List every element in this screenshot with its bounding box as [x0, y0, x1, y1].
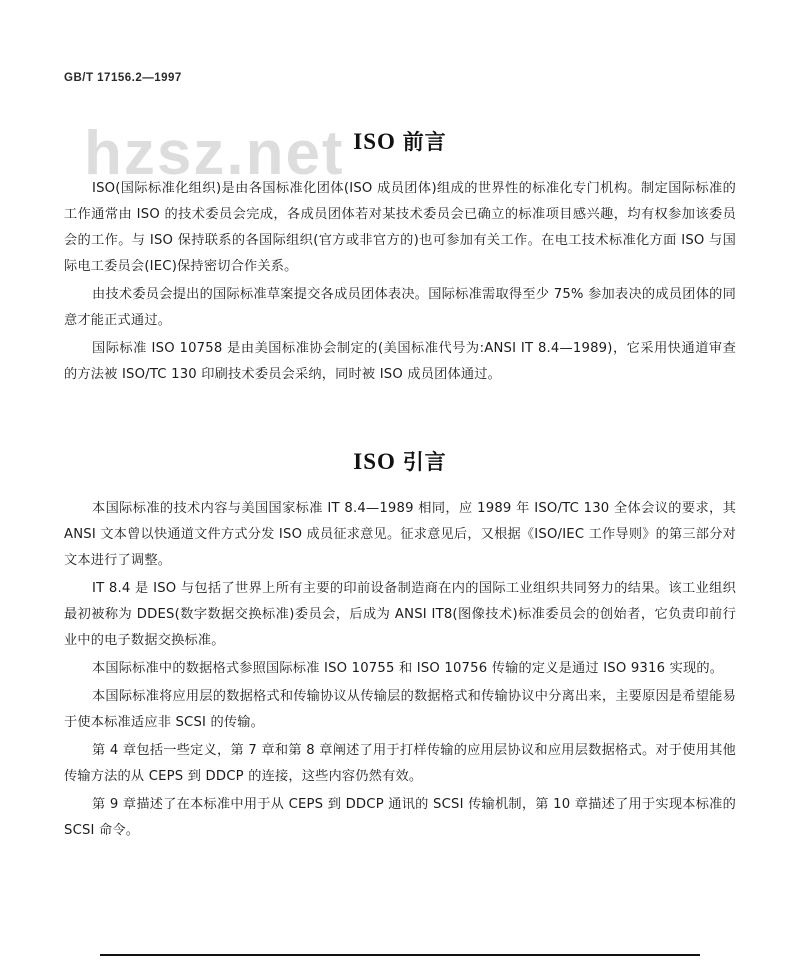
section-gap [64, 390, 736, 446]
paragraph: IT 8.4 是 ISO 与包括了世界上所有主要的印前设备制造商在内的国际工业组织共同努力的结果。该工业组织最初被称为 DDES(数字数据交换标准)委员会，后成为 ANSI IT8(图像技术)标准委员会的创始者，它负责印前行业中的电子数据交换标准。 [64, 581, 736, 648]
section-title-foreword-cjk: 前言 [402, 130, 447, 154]
bottom-divider [100, 954, 700, 956]
paragraph: 本国际标准将应用层的数据格式和传输协议从传输层的数据格式和传输协议中分离出来，主要原因是希望能易于使本标准适应非 SCSI 的传输。 [64, 689, 736, 730]
section-title-foreword [64, 126, 736, 156]
section-title-introduction-cjk: 引言 [402, 450, 447, 474]
section-title-introduction-latin: ISO [353, 449, 396, 474]
paragraph: ISO(国际标准化组织)是由各国标准化团体(ISO 成员团体)组成的世界性的标准化专门机构。制定国际标准的工作通常由 ISO 的技术委员会完成，各成员团体若对某技术委员会已确立的标准项目感兴趣，均有权参加该委员会的工作。与 ISO 保持联系的各国际组织(官方或非官方的)也可参加有关工作。在电工技术标准化方面 ISO 与国际电工委员会(IEC)保持密切合作关系。 [64, 181, 736, 274]
paragraph: 本国际标准的技术内容与美国国家标准 IT 8.4—1989 相同，应 1989 年 ISO/TC 130 全体会议的要求，其 ANSI 文本曾以快通道文件方式分发 ISO 成员征求意见。征求意见后，又根据《ISO/IEC 工作导则》的第三部分对文本进行了调整。 [64, 501, 736, 568]
paragraph: 第 4 章包括一些定义，第 7 章和第 8 章阐述了用于打样传输的应用层协议和应用层数据格式。对于使用其他传输方法的从 CEPS 到 DDCP 的连接，这些内容仍然有效。 [64, 743, 736, 784]
paragraph: 本国际标准中的数据格式参照国际标准 ISO 10755 和 ISO 10756 传输的定义是通过 ISO 9316 实现的。 [92, 661, 724, 676]
page-content [64, 120, 736, 846]
paragraph: 由技术委员会提出的国际标准草案提交各成员团体表决。国际标准需取得至少 75% 参加表决的成员团体的同意才能正式通过。 [64, 287, 736, 328]
section-title-foreword-latin: ISO [353, 129, 396, 154]
standard-code-header: GB/T 17156.2—1997 [64, 72, 182, 84]
paragraph: 第 9 章描述了在本标准中用于从 CEPS 到 DDCP 通讯的 SCSI 传输机制，第 10 章描述了用于实现本标准的 SCSI 命令。 [64, 797, 736, 838]
section-iso-introduction [64, 446, 736, 844]
section-iso-foreword [64, 126, 736, 388]
section-title-introduction [64, 446, 736, 476]
paragraph: 国际标准 ISO 10758 是由美国标准协会制定的(美国标准代号为:ANSI IT 8.4—1989)，它采用快通道审查的方法被 ISO/TC 130 印刷技术委员会采纳，同时被 ISO 成员团体通过。 [64, 341, 736, 382]
watermark-text: hzsz.net [84, 119, 345, 188]
